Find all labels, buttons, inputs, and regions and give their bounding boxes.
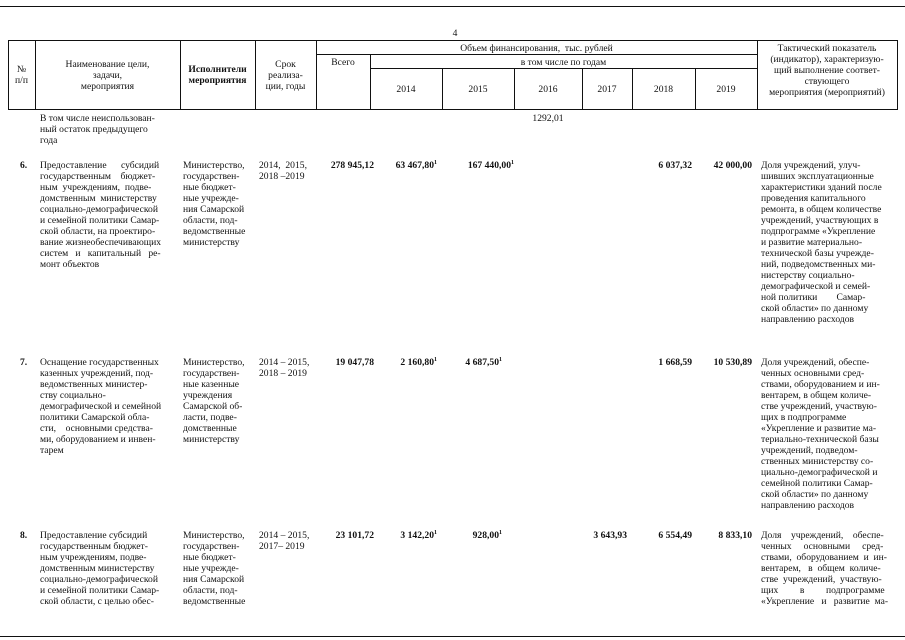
- row-7-num: 7.: [20, 357, 28, 368]
- header-year-2014: 2014: [396, 84, 416, 95]
- row-6-num: 6.: [20, 160, 28, 171]
- row-7-2014: 2 160,80$^1$: [400, 357, 437, 368]
- header-goal-name: Наименование цели, задачи, мероприятия: [65, 59, 150, 92]
- row-8-2017: 3 643,93: [593, 530, 627, 541]
- row-6-2015: 167 440,00$^1$: [467, 160, 514, 171]
- row-6-term: 2014, 2015, 2018 –2019: [259, 160, 307, 182]
- header-indicator: Тактический показатель (индикатор), характеризую- щий выполнение соответ- ствующего мероприятия (мероприятий): [769, 43, 885, 98]
- row-8-2018: 6 554,49: [658, 530, 692, 541]
- row-6-executors: Министерство, государствен- ные бюджет- ные учрежде- ния Самарской области, под- ведомственные министерству: [183, 160, 246, 248]
- row-6-total: 278 945,12: [330, 160, 374, 171]
- row-7-executors: Министерство, государствен- ные казенные учреждения Самарской об- ласти, подве- домственные министерству: [183, 357, 245, 445]
- row-8-term: 2014 – 2015, 2017– 2019: [259, 530, 310, 552]
- header-line-bottom: [8, 109, 897, 110]
- row-7-name: Оснащение государственных казенных учреждений, под- ведомственных министер- ству социально- демографической и семейной политики Самарской обла- сти, основными средства- ми, оборудованием и инвен- тарем: [40, 357, 162, 456]
- header-num: № п/п: [15, 64, 28, 86]
- row-7-term: 2014 – 2015, 2018 – 2019: [259, 357, 310, 379]
- row-8-indicator: Доля учреждений, обеспе- ченных основными сред- ствами, оборудованием и ин- вентарем, в общем количе- стве учреждений, участвую- щих в подпрограмме «Укрепление и развитие ма-: [761, 530, 889, 607]
- header-line-years: [370, 68, 757, 69]
- row-8-2014: 3 142,20$^1$: [400, 530, 437, 541]
- header-year-2015: 2015: [468, 84, 488, 95]
- header-year-2016: 2016: [538, 84, 558, 95]
- row-8-name: Предоставление субсидий государственным бюджет- ным учреждениям, подве- домственным министерству социально-демографической и семейной политики Самар- ской области, с целью обес-: [40, 530, 160, 607]
- row-7-2015: 4 687,50$^1$: [465, 357, 502, 368]
- header-executors: Исполнители мероприятия: [188, 64, 247, 86]
- top-border: [0, 6, 905, 7]
- row-8-2019: 8 833,10: [718, 530, 752, 541]
- row-7-2019: 10 530,89: [713, 357, 752, 368]
- header-year-2019: 2019: [716, 84, 736, 95]
- carryover-name: В том числе неиспользован- ный остаток предыдущего года: [40, 113, 155, 146]
- header-year-2017: 2017: [597, 84, 617, 95]
- row-6-2019: 42 000,00: [713, 160, 752, 171]
- row-6-2018: 6 037,32: [658, 160, 692, 171]
- carryover-2016: 1292,01: [532, 113, 564, 124]
- col-line-12: [897, 40, 898, 110]
- header-incl-years: в том числе по годам: [520, 57, 607, 68]
- header-line-funding: [316, 54, 757, 55]
- row-7-2018: 1 668,59: [658, 357, 692, 368]
- bottom-border: [0, 636, 905, 637]
- row-6-2014: 63 467,80$^1$: [395, 160, 437, 171]
- header-funding-volume: Объем финансирования, тыс. рублей: [460, 43, 613, 54]
- row-6-indicator: Доля учреждений, улуч- шивших эксплуатационные характеристики зданий после проведения капитального ремонта, в общем количестве учреждений, участвующих в подпрограмме «Укрепление и развитие материально- технической базы учрежде- ний, подведомственных ми- нистерству социально- демографической и семей- ной политики Самар- ской области» по данному направлению расходов: [761, 160, 882, 325]
- row-8-num: 8.: [20, 530, 28, 541]
- row-8-executors: Министерство, государствен- ные бюджет- ные учрежде- ния Самарской области, под- ведомственные: [183, 530, 246, 607]
- row-7-total: 19 047,78: [335, 357, 374, 368]
- row-6-name: Предоставление субсидий государственным бюджет- ным учреждениям, подве- домственным министерству социально-демографической и семейной политики Самар- ской области, на проектиро- вание жизнеобеспечивающих систем и капитальный ре- монт объектов: [40, 160, 162, 270]
- row-7-indicator: Доля учреждений, обеспе- ченных основными сред- ствами, оборудованием и ин- вентарем, в общем количе- стве учреждений, участвую- щих в подпрограмме «Укрепление и развитие ма- териально-технической базы учреждений, подведом- ственных министерству со- циально-демографической и семейной политики Самар- ской области» по данному направлению расходов: [761, 357, 880, 511]
- header-year-2018: 2018: [653, 84, 674, 95]
- header-term: Срок реализа- ции, годы: [265, 59, 306, 92]
- row-8-total: 23 101,72: [335, 530, 374, 541]
- header-line-top: [8, 40, 897, 41]
- header-total: Всего: [331, 57, 355, 68]
- page-number: 4: [452, 28, 458, 39]
- row-8-2015: 928,00$^1$: [472, 530, 502, 541]
